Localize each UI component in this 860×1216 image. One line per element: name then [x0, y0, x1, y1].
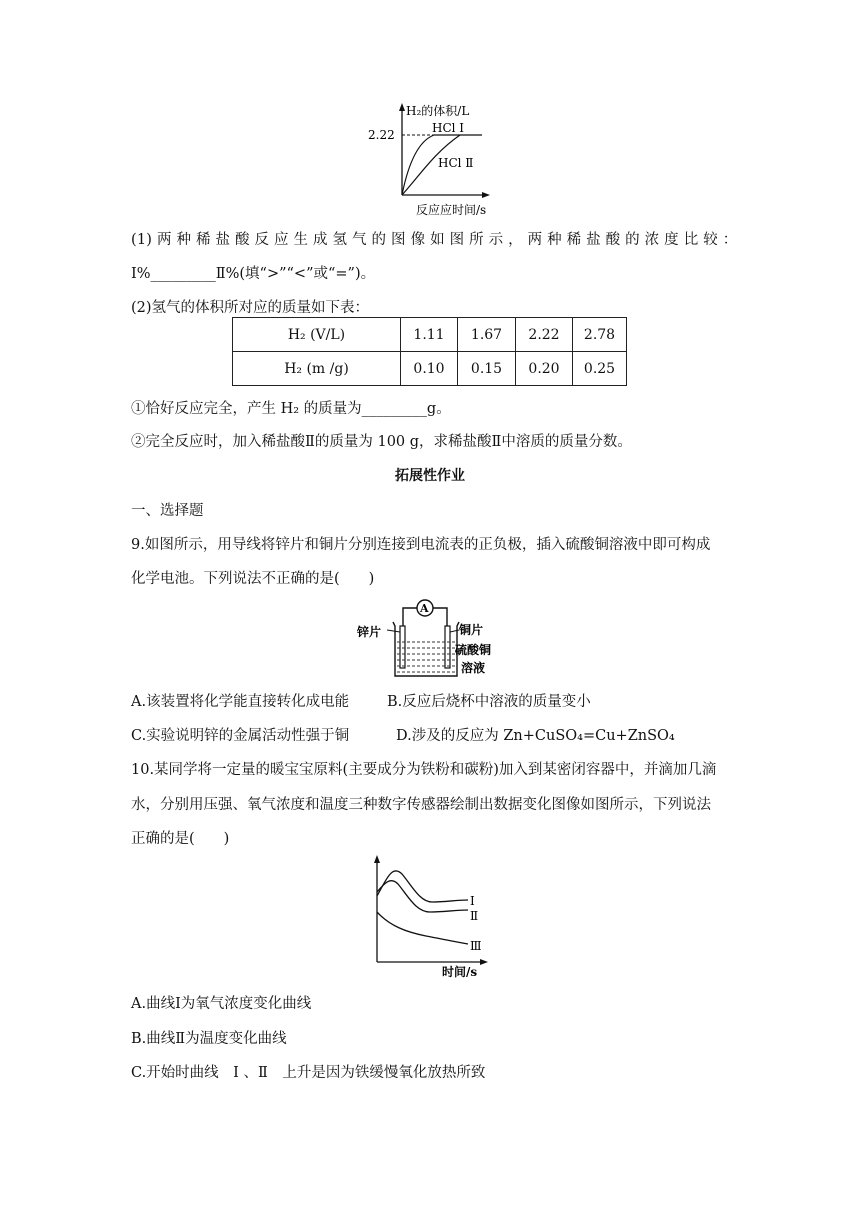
table-cell: 1.11: [401, 318, 458, 352]
chart1-ylabel: H₂的体积/L: [406, 104, 470, 118]
table-row: [233, 318, 627, 352]
table-cell: 1.67: [458, 318, 516, 352]
q9-stem-line1: 9.如图所示，用导线将锌片和铜片分别连接到电流表的正负极，插入硫酸铜溶液中即可构成: [131, 537, 711, 553]
chart3-curve1-label: Ⅰ: [470, 894, 475, 908]
q9-option-d: D.涉及的反应为 Zn+CuSO₄=Cu+ZnSO₄: [396, 728, 675, 744]
q9-option-b: B.反应后烧杯中溶液的质量变小: [387, 694, 591, 710]
table-cell: 0.20: [516, 352, 573, 386]
chart1-xlabel: 反应应时间/s: [416, 203, 487, 217]
table-row-label: H₂ (m /g): [233, 352, 401, 386]
table-cell: 0.10: [401, 352, 458, 386]
q8-sub2: ②完全反应时，加入稀盐酸Ⅱ的质量为 100 g，求稀盐酸Ⅱ中溶质的质量分数。: [131, 434, 632, 450]
h2-volume-chart: [360, 95, 500, 220]
q8-part1-line2: Ⅰ%_________Ⅱ%(填“>”“<”或“=”)。: [131, 266, 376, 282]
h2-data-table: [232, 317, 627, 386]
solution-label-line1: 硫酸铜: [455, 643, 492, 657]
table-cell: 0.25: [573, 352, 627, 386]
q10-option-c: C.开始时曲线 Ⅰ 、Ⅱ 上升是因为铁缓慢氧化放热所致: [131, 1065, 486, 1081]
battery-apparatus-diagram: [355, 592, 505, 684]
q10-stem-line3: 正确的是( ): [131, 831, 230, 847]
solution-label-line2: 溶液: [461, 661, 486, 675]
q8-part2-intro: (2)氢气的体积所对应的质量如下表：: [131, 300, 370, 316]
section-subtitle: 一、选择题: [131, 503, 204, 519]
q9-option-a: A.该装置将化学能直接转化成电能: [131, 694, 350, 710]
chart1-curve1-label: HCl Ⅰ: [432, 121, 465, 135]
q8-part1-line1: (1) 两 种 稀 盐 酸 反 应 生 成 氢 气 的 图 像 如 图 所 示 ， 两 种 稀 盐 酸 的 浓 度 比 较 ：: [131, 232, 738, 248]
zinc-plate-label: 锌片: [357, 625, 382, 639]
chart1-curve2-label: HCl Ⅱ: [438, 156, 474, 170]
q8-sub1: ①恰好反应完全，产生 H₂ 的质量为_________g。: [131, 401, 451, 417]
ammeter-label: A: [420, 602, 429, 615]
table-cell: 2.22: [516, 318, 573, 352]
q10-option-a: A.曲线Ⅰ为氧气浓度变化曲线: [131, 996, 312, 1012]
copper-plate-label: 铜片: [459, 623, 484, 637]
chart3-xlabel: 时间/s: [442, 965, 478, 979]
q10-stem-line2: 水，分别用压强、氧气浓度和温度三种数字传感器绘制出数据变化图像如图所示，下列说法: [131, 797, 711, 813]
section-title: 拓展性作业: [395, 468, 465, 484]
q10-stem-line1: 10.某同学将一定量的暖宝宝原料(主要成分为铁粉和碳粉)加入到某密闭容器中，并滴加几滴: [131, 762, 717, 778]
q10-option-b: B.曲线Ⅱ为温度变化曲线: [131, 1031, 287, 1047]
table-row-label: H₂ (V/L): [233, 318, 401, 352]
q9-stem-line2: 化学电池。下列说法不正确的是( ): [131, 571, 375, 587]
table-row: [233, 352, 627, 386]
table-cell: 2.78: [573, 318, 627, 352]
chart1-ytick: 2.22: [368, 128, 395, 142]
chart3-curve3-label: Ⅲ: [470, 939, 482, 953]
chart3-curve2-label: Ⅱ: [470, 909, 479, 923]
q9-option-c: C.实验说明锌的金属活动性强于铜: [131, 728, 350, 744]
sensor-curves-chart: [360, 850, 500, 980]
table-cell: 0.15: [458, 352, 516, 386]
